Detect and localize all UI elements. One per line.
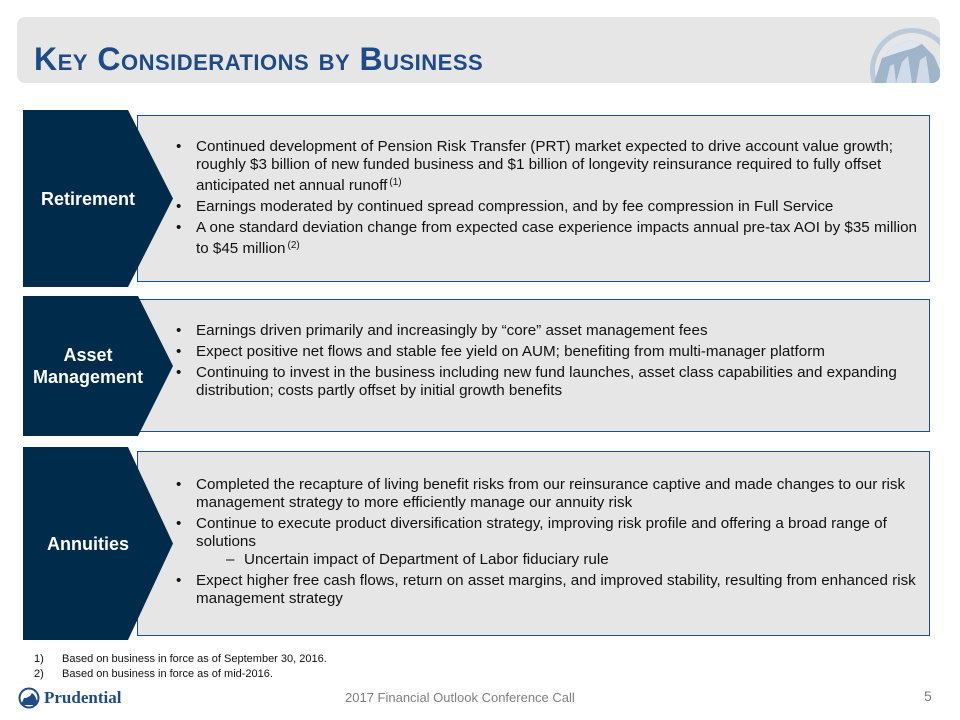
footer-event-title: 2017 Financial Outlook Conference Call: [345, 690, 575, 705]
list-item: • A one standard deviation change from expected case experience impacts annual pre-tax AOI by $35 million to $45 million $^{(2)}$: [176, 219, 921, 258]
list-item: • Expect higher free cash flows, return on asset margins, and improved stability, resulting from enhanced risk management strategy: [176, 572, 921, 608]
list-item: • Earnings moderated by continued spread compression, and by fee compression in Full Service: [176, 198, 921, 216]
list-item: • Earnings driven primarily and increasingly by “core” asset management fees: [176, 322, 921, 340]
asset-management-bullets: [176, 322, 921, 403]
list-item: • Continued development of Pension Risk Transfer (PRT) market expected to drive account value growth; roughly $3 billion of new funded business and $1 billion of longevity reinsurance required to fully offset anticipated net annual runoff $^{(1)}$: [176, 138, 921, 195]
annuities-label: Annuities: [46, 533, 129, 554]
asset-management-label: Asset Management: [32, 345, 144, 387]
rock-logo-icon: [18, 687, 40, 709]
rock-logo-icon: [852, 18, 940, 83]
retirement-label: Retirement: [40, 188, 136, 209]
brand-logo: [18, 687, 121, 709]
page-number: 5: [924, 688, 932, 704]
list-item: • Expect positive net flows and stable fee yield on AUM; benefiting from multi-manager platform: [176, 343, 921, 361]
annuities-bullets: [176, 476, 921, 611]
footnote: 2) Based on business in force as of mid-2016.: [34, 667, 273, 680]
page-title: Key Considerations by Business: [34, 41, 484, 77]
list-item: • Continuing to invest in the business including new fund launches, asset class capabilities and expanding distribution; costs partly offset by initial growth benefits: [176, 364, 921, 400]
list-item: • Completed the recapture of living benefit risks from our reinsurance captive and made changes to our risk management strategy to more efficiently manage our annuity risk: [176, 476, 921, 512]
brand-name: Prudential: [44, 688, 122, 707]
retirement-bullets: [176, 138, 921, 261]
sub-list-item: – Uncertain impact of Department of Labor fiduciary rule: [226, 551, 609, 568]
footnote: 1) Based on business in force as of September 30, 2016.: [34, 653, 327, 665]
list-item: • Continue to execute product diversification strategy, improving risk profile and offering a broad range of solutions – Uncertain impact of Department of Labor fiduciary rule: [176, 515, 921, 569]
footnotes: [34, 652, 327, 681]
